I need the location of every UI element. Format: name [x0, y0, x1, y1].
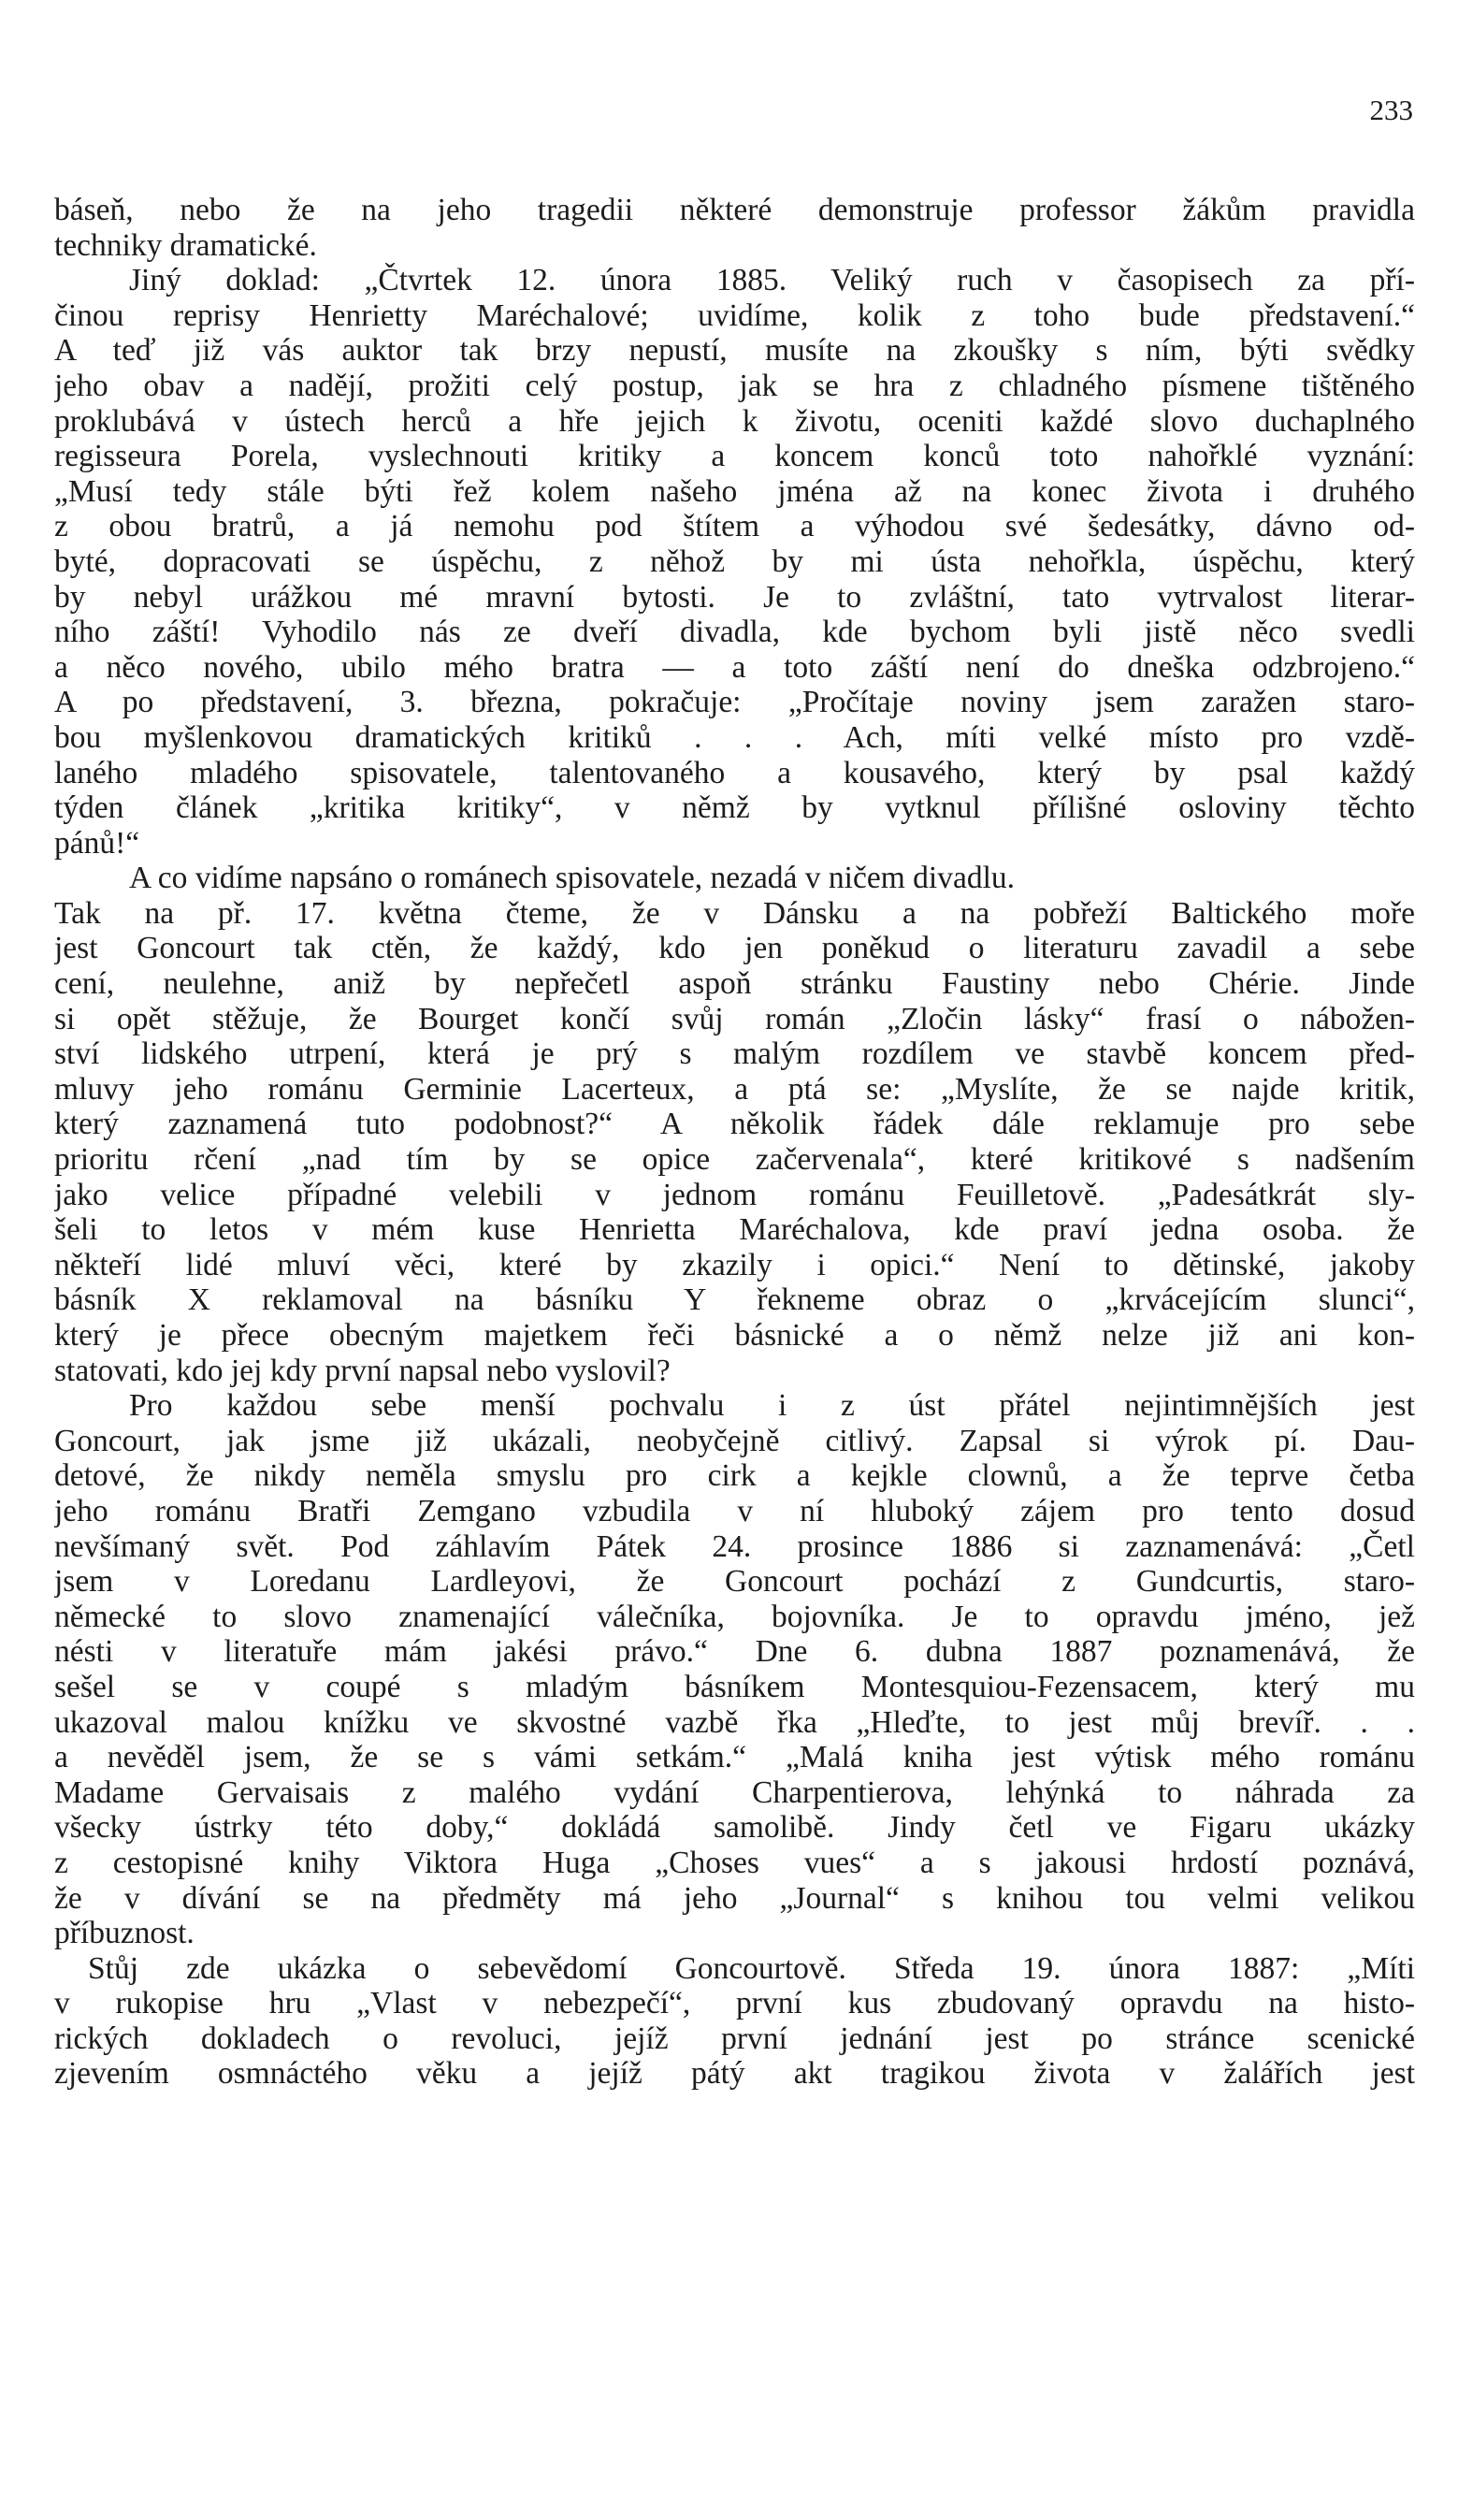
text-line: který zaznamená tuto podobnost?“ A několik řádek dále reklamuje pro sebe [54, 1107, 1415, 1142]
text-line: rických dokladech o revoluci, jejíž první jednání jest po stránce scenické [54, 2020, 1415, 2056]
text-line: detové, že nikdy neměla smyslu pro cirk a kejkle clownů, a že teprve četba [54, 1458, 1415, 1494]
body-text [54, 193, 1415, 2092]
text-line: jako velice případné velebili v jednom románu Feuilletově. „Padesátkrát sly- [54, 1177, 1415, 1212]
text-line: v rukopise hru „Vlast v nebezpečí“, první kus zbudovaný opravdu na histo- [54, 1986, 1415, 2021]
text-line: a nevěděl jsem, že se s vámi setkám.“ „Malá kniha jest výtisk mého románu [54, 1740, 1415, 1775]
text-line: ního záští! Vyhodilo nás ze dveří divadla, kde bychom byli jistě něco svedli [54, 615, 1415, 650]
text-line: bou myšlenkovou dramatických kritiků . . . Ach, míti velké místo pro vzdě- [54, 719, 1415, 755]
text-line: příbuznost. [54, 1916, 195, 1951]
text-line: laného mladého spisovatele, talentovaného a kousavého, který by psal každý [54, 755, 1415, 790]
text-line: si opět stěžuje, že Bourget končí svůj román „Zločin lásky“ frasí o nábožen- [54, 1001, 1415, 1036]
text-line: mluvy jeho románu Germinie Lacerteux, a ptá se: „Myslíte, že se najde kritik, [54, 1071, 1415, 1107]
text-line: regisseura Porela, vyslechnouti kritiky a koncem konců toto nahořklé vyznání: [54, 439, 1415, 474]
text-line: A co vidíme napsáno o románech spisovatele, nezadá v ničem divadlu. [129, 861, 1016, 896]
text-line: A po představení, 3. března, pokračuje: „Pročítaje noviny jsem zaražen staro- [54, 685, 1415, 720]
text-line: Tak na př. 17. května čteme, že v Dánsku a na pobřeží Baltického moře [54, 895, 1415, 931]
text-line: A teď již vás auktor tak brzy nepustí, musíte na zkoušky s ním, býti svědky [54, 333, 1415, 369]
page-number: 233 [1369, 94, 1413, 126]
text-line: byté, dopracovati se úspěchu, z něhož by mi ústa nehořkla, úspěchu, který [54, 543, 1415, 579]
text-line: činou reprisy Henrietty Maréchalové; uvidíme, kolik z toho bude představení.“ [54, 297, 1415, 333]
text-line: pánů!“ [54, 825, 140, 861]
text-line: šeli to letos v mém kuse Henrietta Maréchalova, kde praví jedna osoba. že [54, 1212, 1415, 1248]
text-line: nevšímaný svět. Pod záhlavím Pátek 24. prosince 1886 si zaznamenává: „Četl [54, 1528, 1415, 1564]
text-line: sešel se v coupé s mladým básníkem Montesquiou-Fezensacem, který mu [54, 1669, 1415, 1704]
text-line: jeho románu Bratři Zemgano vzbudila v ní hluboký zájem pro tento dosud [54, 1493, 1415, 1528]
text-line: z obou bratrů, a já nemohu pod štítem a výhodou své šedesátky, dávno od- [54, 509, 1415, 544]
text-line: týden článek „kritika kritiky“, v němž by vytknul přílišné osloviny těchto [54, 790, 1415, 826]
text-line: Jiný doklad: „Čtvrtek 12. února 1885. Veliký ruch v časopisech za pří- [129, 263, 1415, 298]
text-line: a něco nového, ubilo mého bratra — a toto záští není do dneška odzbrojeno.“ [54, 649, 1415, 685]
text-line: techniky dramatické. [54, 227, 317, 263]
text-line: Stůj zde ukázka o sebevědomí Goncourtově. Středa 19. února 1887: „Míti [88, 1950, 1415, 1986]
text-line: všecky ústrky této doby,“ dokládá samolibě. Jindy četl ve Figaru ukázky [54, 1810, 1415, 1846]
text-line: „Musí tedy stále býti řež kolem našeho jména až na konec života i druhého [54, 473, 1415, 509]
text-line: prioritu rčení „nad tím by se opice začervenala“, které kritikové s nadšením [54, 1142, 1415, 1178]
text-line: báseň, nebo že na jeho tragedii některé demonstruje professor žákům pravidla [54, 193, 1415, 227]
text-line: jsem v Loredanu Lardleyovi, že Goncourt pochází z Gundcurtis, staro- [54, 1564, 1415, 1600]
text-line: by nebyl urážkou mé mravní bytosti. Je to zvláštní, tato vytrvalost literar- [54, 579, 1415, 615]
text-line: básník X reklamoval na básníku Y řekneme obraz o „krvácejícím slunci“, [54, 1282, 1415, 1318]
text-line: cení, neulehne, aniž by nepřečetl aspoň stránku Faustiny nebo Chérie. Jinde [54, 966, 1415, 1002]
text-line: Goncourt, jak jsme již ukázali, neobyčejně citlivý. Zapsal si výrok pí. Dau- [54, 1423, 1415, 1458]
text-line: z cestopisné knihy Viktora Huga „Choses vues“ a s jakousi hrdostí poznává, [54, 1845, 1415, 1880]
text-line: proklubává v ústech herců a hře jejich k životu, oceniti každé slovo duchaplného [54, 403, 1415, 439]
text-line: německé to slovo znamenající válečníka, bojovníka. Je to opravdu jméno, jež [54, 1599, 1415, 1634]
text-line: statovati, kdo jej kdy první napsal nebo vyslovil? [54, 1353, 671, 1388]
text-line: Pro každou sebe menší pochvalu i z úst přátel nejintimnějších jest [129, 1388, 1415, 1424]
text-line: zjevením osmnáctého věku a jejíž pátý akt tragikou života v žalářích jest [54, 2056, 1415, 2092]
text-line: který je přece obecným majetkem řeči básnické a o němž nelze již ani kon- [54, 1318, 1415, 1353]
text-line: ství lidského utrpení, která je prý s malým rozdílem ve stavbě koncem před- [54, 1036, 1415, 1072]
text-line: nésti v literatuře mám jakési právo.“ Dne 6. dubna 1887 poznamenává, že [54, 1634, 1415, 1670]
text-line: jeho obav a nadějí, prožiti celý postup, jak se hra z chladného písmene tištěného [54, 368, 1415, 403]
text-line: někteří lidé mluví věci, které by zkazily i opici.“ Není to dětinské, jakoby [54, 1247, 1415, 1282]
text-line: že v dívání se na předměty má jeho „Journal“ s knihou tou velmi velikou [54, 1880, 1415, 1916]
text-line: jest Goncourt tak ctěn, že každý, kdo jen poněkud o literaturu zavadil a sebe [54, 931, 1415, 966]
text-line: ukazoval malou knížku ve skvostné vazbě řka „Hleďte, to jest můj brevíř. . . [54, 1704, 1415, 1740]
text-line: Madame Gervaisais z malého vydání Charpentierova, lehýnká to náhrada za [54, 1774, 1415, 1810]
